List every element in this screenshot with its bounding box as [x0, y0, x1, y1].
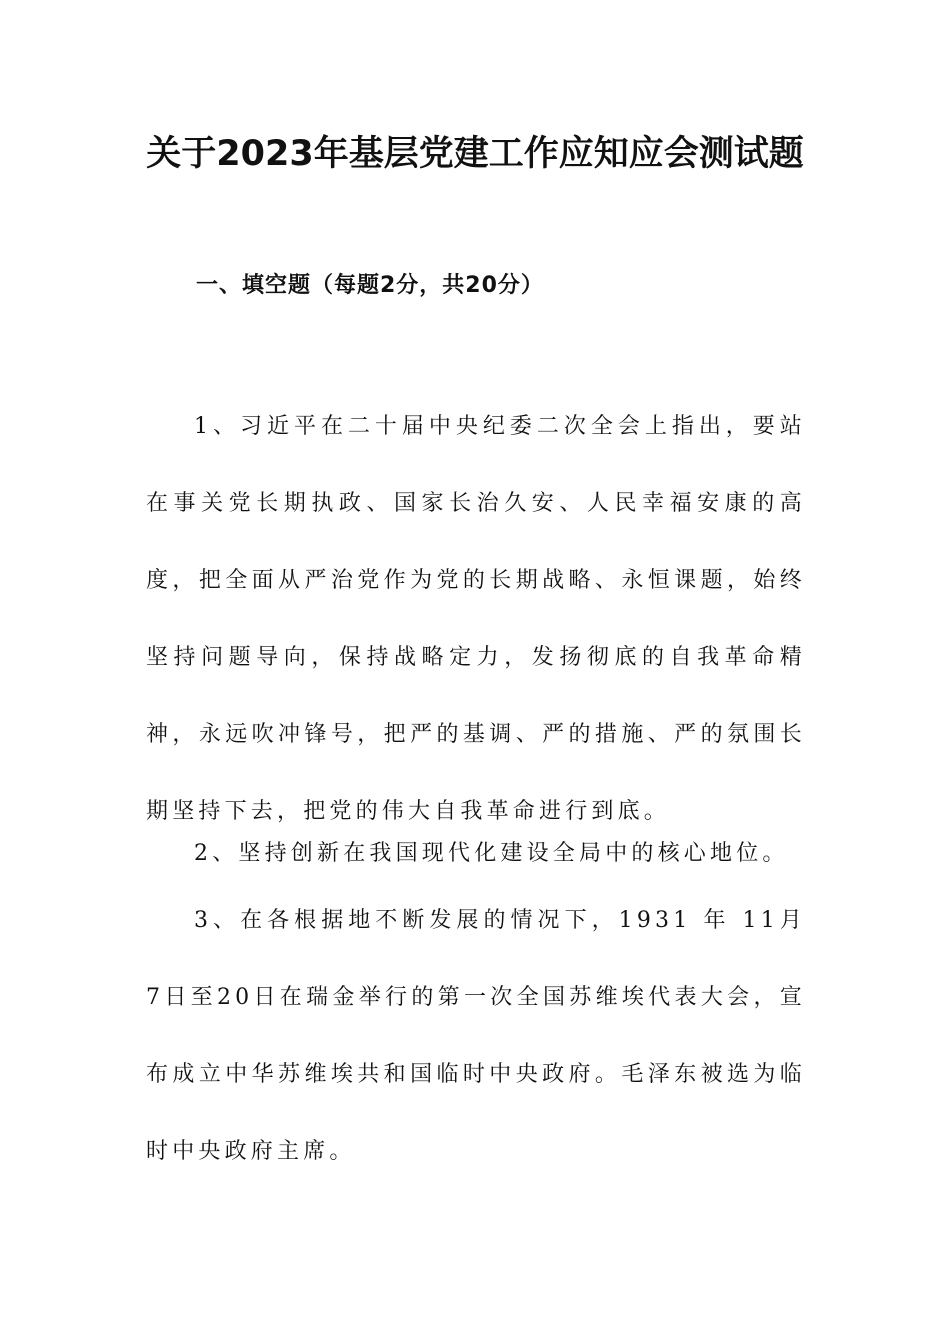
section-heading-fill-in-blank: 一、填空题（每题2分，共20分）: [196, 273, 544, 298]
question-3: 3、在各根据地不断发展的情况下，1931 年 11月7日至20日在瑞金举行的第一次全国苏维埃代表大会，宣布成立中华苏维埃共和国临时中央政府。毛泽东被选为临时中央政府主席。: [146, 908, 806, 1164]
question-2: 2、坚持创新在我国现代化建设全局中的核心地位。: [194, 841, 789, 866]
question-1: 1、习近平在二十届中央纪委二次全会上指出，要站在事关党长期执政、国家长治久安、人民幸福安康的高度，把全面从严治党作为党的长期战略、永恒课题，始终坚持问题导向，保持战略定力，发扬彻底的自我革命精神，永远吹冲锋号，把严的基调、严的措施、严的氛围长期坚持下去，把党的伟大自我革命进行到底。: [146, 414, 806, 824]
document-title: 关于2023年基层党建工作应知应会测试题: [146, 134, 804, 174]
